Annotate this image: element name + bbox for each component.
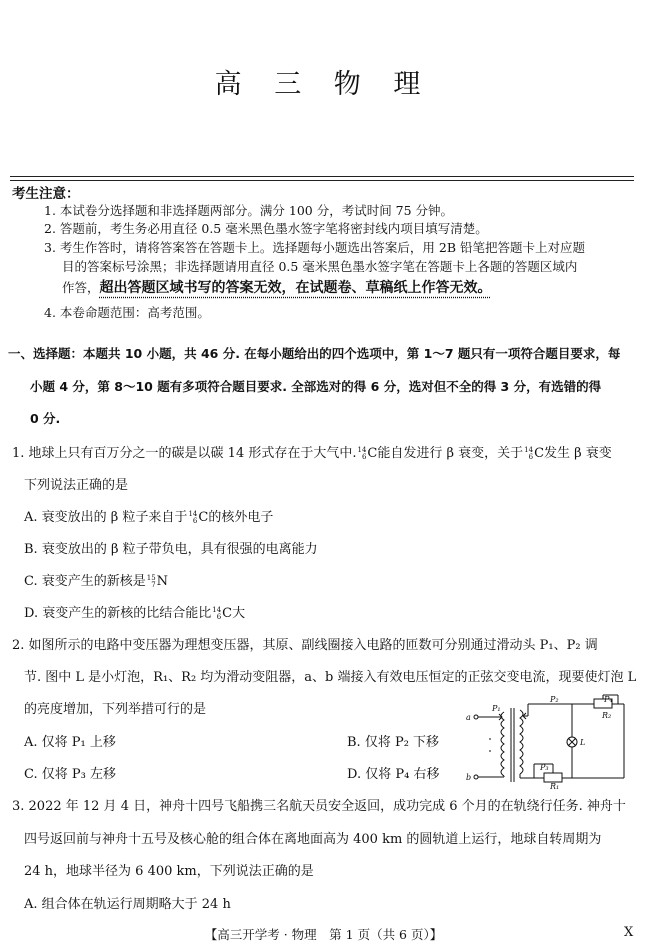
q2-option-b: B. 仅将 P₂ 下移 [347,735,440,750]
section-instructions-line-2: 小题 4 分，第 8～10 题有多项符合题目要求. 全部选对的得 6 分，选对但不全的得 3 分，有选错的得 [30,379,602,394]
terminal-b [474,775,478,779]
isotope-c14 [212,607,221,621]
notice-heading: 考生注意： [12,186,80,202]
option-text: 大 [232,606,246,621]
q2-stem-line-1: 2. 如图所示的电路中变压器为理想变压器，其原、副线圈接入电路的匝数可分别通过滑动头 P₁、P₂ 调 [12,638,598,653]
isotope-c14 [524,447,533,461]
page-footer: 【高三开学考 · 物理 第 1 页（共 6 页）】 [204,927,443,942]
terminal-a [474,715,478,719]
notice-item-1: 1. 本试卷分选择题和非选择题两部分。满分 100 分，考试时间 75 分钟。 [44,203,454,218]
label-p4: P₄ [604,695,613,704]
notice-item-3-line-1: 3. 考生作答时，请将答案答在答题卡上。选择题每小题选出答案后，用 2B 铅笔把答题卡上对应题 [44,240,585,255]
q2-option-c: C. 仅将 P₃ 左移 [24,767,116,782]
notice-item-3-line-2: 目的答案标号涂黑；非选择题请用直径 0.5 毫米黑色墨水签字笔在答题卡上各题的答题区域内 [62,259,578,274]
atomic-number: 6 [528,452,534,461]
mass-number: 15 [146,573,156,582]
notice-item-4: 4. 本卷命题范围：高考范围。 [44,305,210,320]
transformer-circuit-figure [462,692,634,790]
q1-stem-c: 发生 β 衰变 [544,446,612,461]
element-symbol: N [156,574,169,589]
divider-rule [10,176,634,177]
q1-option-c [24,570,168,589]
isotope-c14 [188,511,197,525]
q3-option-a: A. 组合体在轨运行周期略大于 24 h [24,897,231,912]
isotope-c14 [357,447,366,461]
option-text: D. 衰变产生的新核的比结合能比 [24,606,212,621]
q1-stem-a: 1. 地球上只有百万分之一的碳是以碳 14 形式存在于大气中. [12,446,357,461]
label-p1: P₁ [492,704,501,713]
atomic-number: 6 [361,452,367,461]
mass-number: 14 [357,445,367,454]
option-text: A. 衰变放出的 β 粒子来自于 [24,510,188,525]
section-instructions-line-1: 一、选择题：本题共 10 小题，共 46 分. 在每小题给出的四个选项中，第 1～7 题只有一项符合题目要求，每 [8,346,621,361]
element-symbol: C [367,446,378,461]
label-r2: R₂ [602,711,612,720]
q1-option-a [24,506,273,525]
q3-stem-line-2: 四号返回前与神舟十五号及核心舱的组合体在离地面高为 400 km 的圆轨道上运行，地球自转周期为 [24,832,602,847]
q1-stem-line-2: 下列说法正确的是 [24,478,129,493]
primary-coil [501,712,504,776]
q1-stem [12,442,638,461]
q2-option-d: D. 仅将 P₄ 右移 [347,767,440,782]
q2-option-a: A. 仅将 P₁ 上移 [24,735,116,750]
label-p2: P₂ [550,695,559,704]
atomic-number: 6 [192,516,198,525]
element-symbol: C [222,606,233,621]
element-symbol: C [534,446,545,461]
section-instructions-line-3: 0 分. [30,411,61,426]
page-title: 高 三 物 理 [214,69,433,100]
q1-stem-b: 能自发进行 β 衰变，关于 [377,446,524,461]
q2-stem-line-3: 的亮度增加，下列举措可行的是 [24,702,207,717]
atomic-number: 7 [151,580,156,589]
notice-item-3-line-3 [62,279,636,297]
label-a: a [466,713,471,722]
q3-stem-line-1: 3. 2022 年 12 月 4 日，神舟十四号飞船携三名航天员安全返回，成功完成 6 个月的在轨绕行任务. 神舟十 [12,799,626,814]
label-b: b [466,773,472,782]
notice-item-2: 2. 答题前，考生务必用直径 0.5 毫米黑色墨水签字笔将密封线内项目填写清楚。 [44,221,488,236]
q3-stem-line-3: 24 h，地球半径为 6 400 km，下列说法正确的是 [24,864,314,879]
rheostat-r1 [544,773,562,782]
label-p3: P₃ [540,763,549,772]
element-symbol: C [198,510,209,525]
option-text: 的核外电子 [208,510,274,525]
q1-option-d [24,602,245,621]
mass-number: 14 [188,509,198,518]
option-text: C. 衰变产生的新核是 [24,574,146,589]
mass-number: 14 [212,605,222,614]
q2-stem-line-2: 节. 图中 L 是小灯泡，R₁、R₂ 均为滑动变阻器，a、b 端接入有效电压恒定的正弦交变电流，现要使灯泡 L [24,670,637,685]
label-r1: R₁ [550,782,560,790]
notice-item-3-prefix: 作答， [62,280,100,295]
isotope-n15 [147,575,156,589]
q1-option-b: B. 衰变放出的 β 粒子带负电，具有很强的电离能力 [24,542,318,557]
atomic-number: 6 [216,612,222,621]
footer-mark: X [624,925,634,940]
divider-rule-thin [10,180,634,181]
label-l: L [580,738,586,747]
notice-emphasis: 超出答题区域书写的答案无效，在试题卷、草稿纸上作答无效。 [99,280,492,296]
mass-number: 14 [524,445,534,454]
secondary-coil [520,710,523,774]
